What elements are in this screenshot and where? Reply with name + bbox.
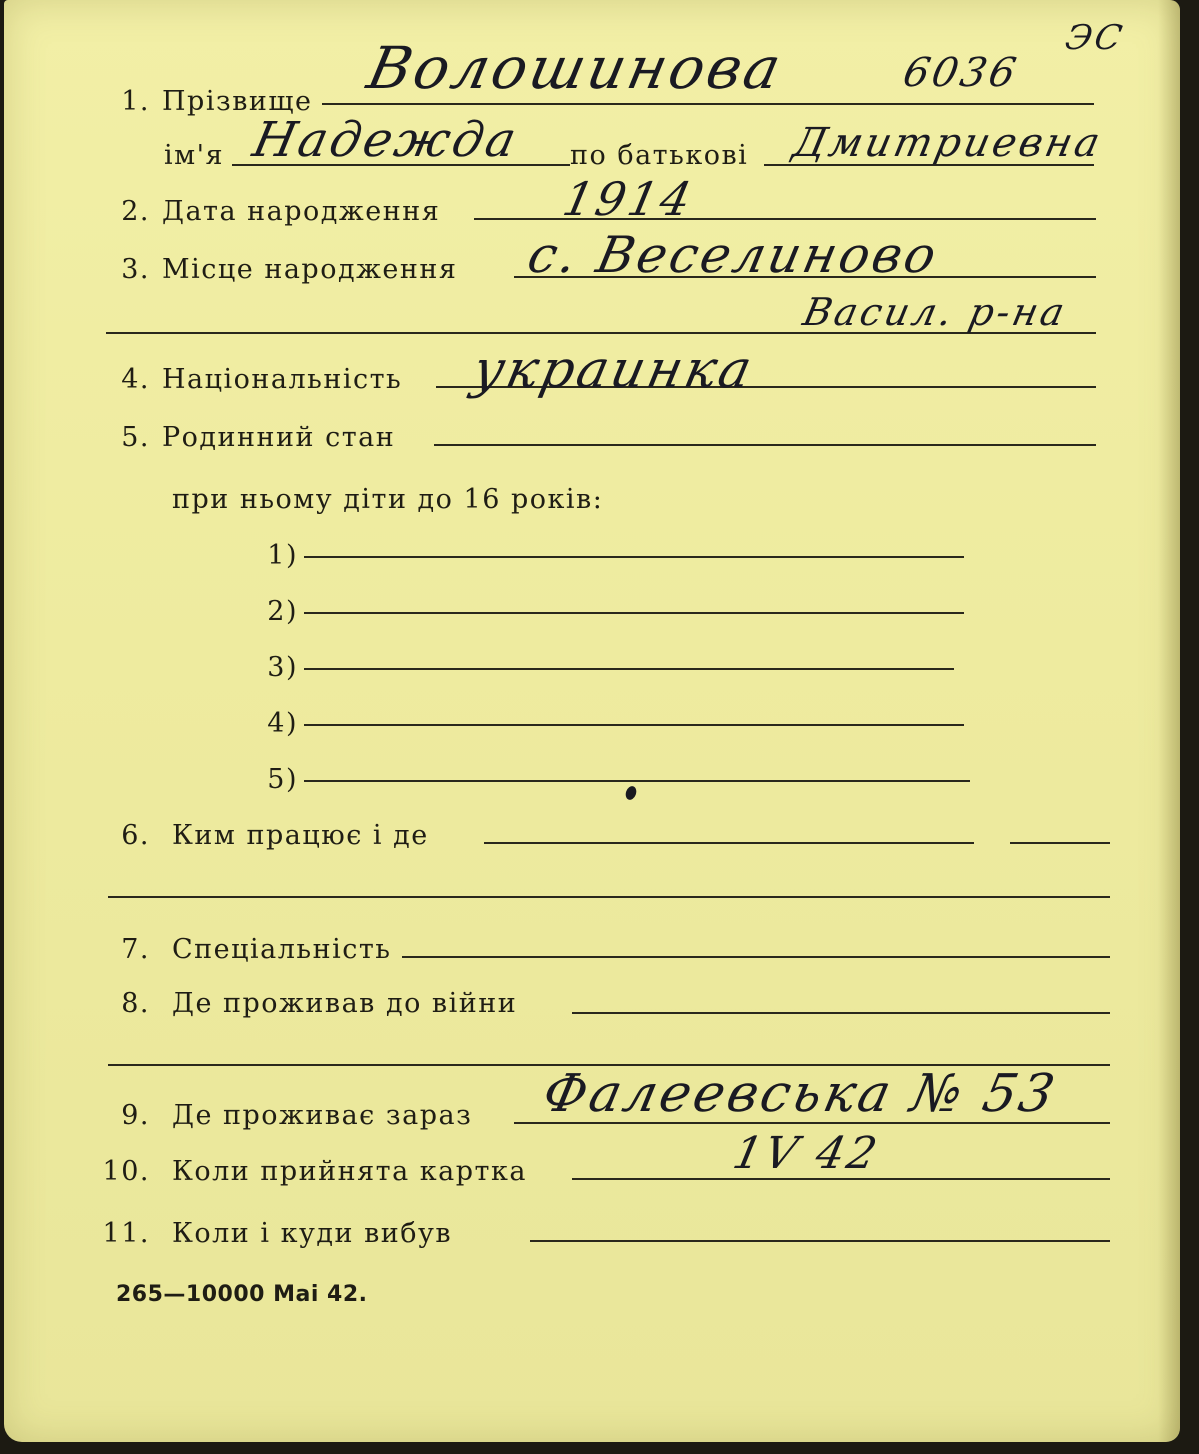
- field-number: 5.: [121, 422, 150, 453]
- hw-nationality: украинка: [467, 340, 760, 400]
- line-child-4: [304, 724, 964, 726]
- line-prewar-residence: [572, 1012, 1110, 1014]
- label-birth-date: Дата народження: [162, 196, 441, 227]
- hw-corner-mark: ЭС: [1061, 18, 1129, 58]
- ink-spot: [624, 785, 638, 802]
- label-card-accepted: Коли прийнята картка: [172, 1156, 527, 1187]
- label-work: Ким працює і де: [172, 820, 429, 851]
- line-departure: [530, 1240, 1110, 1242]
- line-child-1: [304, 556, 964, 558]
- hw-surname: Волошинова: [361, 34, 790, 102]
- hw-birth-place-2: Васил. р-на: [799, 290, 1072, 334]
- line-surname: [322, 103, 1094, 105]
- line-work: [484, 842, 974, 844]
- label-patronymic: по батькові: [570, 140, 749, 171]
- hw-patronymic: Дмитриевна: [789, 120, 1107, 166]
- line-specialty: [402, 956, 1110, 958]
- field-number: 7.: [121, 934, 150, 965]
- line-child-2: [304, 612, 964, 614]
- child-number: 4): [267, 708, 298, 739]
- hw-address: Фалеевська № 53: [537, 1064, 1063, 1124]
- line-child-3: [304, 668, 954, 670]
- hw-birth-place-1: с. Веселиново: [522, 226, 945, 284]
- label-first-name: ім'я: [164, 140, 225, 171]
- label-current-residence: Де проживає зараз: [172, 1100, 473, 1131]
- line-work-tail: [1010, 842, 1110, 844]
- print-run-footer: 265—10000 Mai 42.: [116, 1282, 368, 1307]
- field-number: 9.: [121, 1100, 150, 1131]
- hw-first-name: Надежда: [248, 112, 524, 168]
- child-number: 2): [267, 596, 298, 627]
- child-number: 5): [267, 764, 298, 795]
- field-number: 11.: [102, 1218, 150, 1249]
- field-number: 2.: [121, 196, 150, 227]
- child-number: 1): [267, 540, 298, 571]
- label-prewar-residence: Де проживав до війни: [172, 988, 518, 1019]
- card-edge-shadow: [1158, 0, 1180, 1442]
- field-number: 3.: [121, 254, 150, 285]
- field-number: 8.: [121, 988, 150, 1019]
- line-child-5: [304, 780, 970, 782]
- label-family-status: Родинний стан: [162, 422, 396, 453]
- field-number: 4.: [121, 364, 150, 395]
- child-number: 3): [267, 652, 298, 683]
- label-nationality: Національність: [162, 364, 403, 395]
- field-number: 6.: [121, 820, 150, 851]
- field-number: 1.: [121, 86, 150, 117]
- label-specialty: Спеціальність: [172, 934, 392, 965]
- registration-card: [4, 0, 1180, 1442]
- label-birth-place: Місце народження: [162, 254, 458, 285]
- line-work-2: [108, 896, 1110, 898]
- hw-birth-date: 1914: [558, 172, 699, 226]
- hw-card-date: 1V 42: [728, 1128, 885, 1179]
- line-family-status: [434, 444, 1096, 446]
- label-surname: Прізвище: [162, 86, 313, 117]
- label-departure: Коли і куди вибув: [172, 1218, 453, 1249]
- label-children: при ньому діти до 16 років:: [172, 484, 604, 515]
- hw-card-number: 6036: [899, 50, 1023, 96]
- field-number: 10.: [102, 1156, 150, 1187]
